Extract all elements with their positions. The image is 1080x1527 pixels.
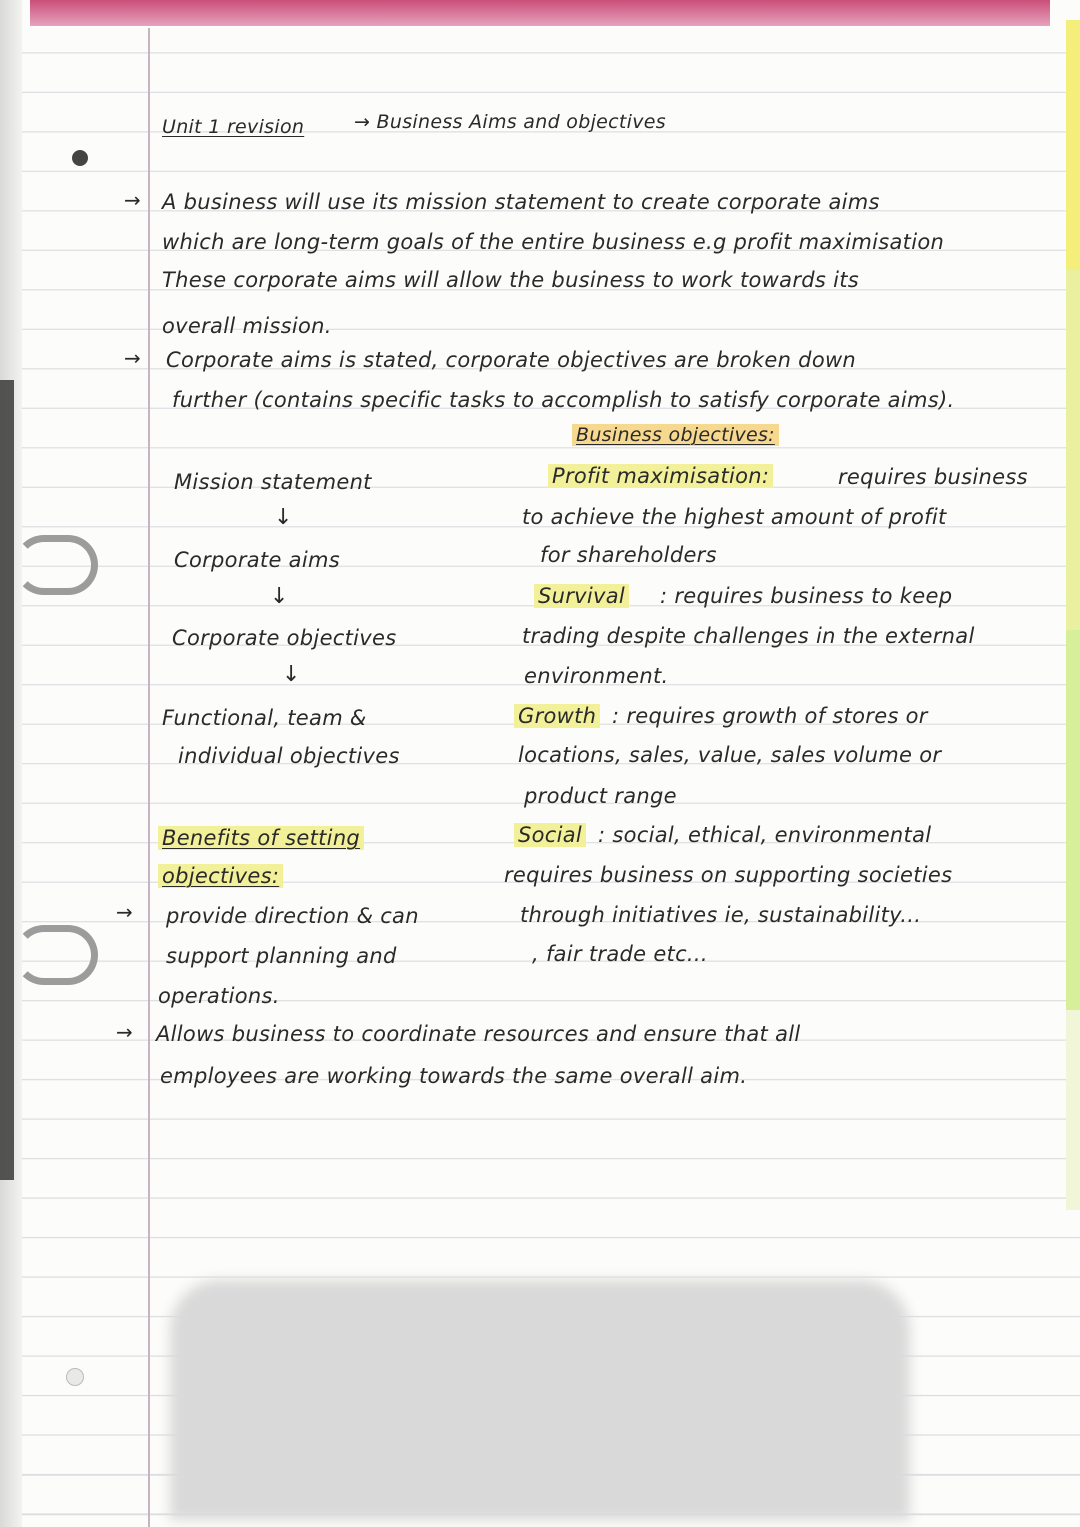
hierarchy-item: Corporate aims [174, 548, 340, 572]
margin-line [148, 28, 150, 1527]
benefit-text: provide direction & can [166, 904, 419, 928]
tab-yellow-green [1066, 270, 1080, 630]
objective-text: : social, ethical, environmental [598, 823, 932, 847]
business-objectives-heading [572, 424, 779, 446]
hierarchy-item: Mission statement [174, 470, 372, 494]
corporate-line: further (contains specific tasks to accomplish to satisfy corporate aims). [172, 388, 955, 412]
objective-text: locations, sales, value, sales volume or [518, 743, 942, 767]
objective-text: trading despite challenges in the external [522, 624, 975, 648]
bullet-arrow-icon: → [124, 188, 141, 212]
objective-text: requires business on supporting societies [504, 863, 953, 887]
punch-hole [66, 1368, 84, 1386]
binder-ring [14, 535, 98, 595]
hierarchy-item: Functional, team & [162, 706, 367, 730]
photo-glare [170, 1280, 910, 1520]
hierarchy-item: Corporate objectives [172, 626, 397, 650]
objective-text: requires business [838, 465, 1028, 489]
objective-text: product range [524, 784, 677, 808]
benefits-heading: objectives: [158, 864, 283, 888]
intro-line: These corporate aims will allow the business to work towards its [162, 268, 860, 292]
benefit-text: operations. [158, 984, 280, 1008]
benefit-text: support planning and [166, 944, 397, 968]
objective-text: : requires business to keep [660, 584, 953, 608]
objective-text: through initiatives ie, sustainability... [520, 903, 922, 927]
benefit-text: Allows business to coordinate resources and ensure that all [156, 1022, 801, 1046]
down-arrow-icon: ↓ [274, 505, 293, 530]
topic-title: → Business Aims and objectives [354, 111, 666, 133]
hierarchy-item: individual objectives [178, 744, 400, 768]
objective-term: Survival [534, 584, 629, 608]
binder-ring [14, 925, 98, 985]
intro-line: A business will use its mission statement to create corporate aims [162, 190, 880, 214]
binder-shadow [0, 380, 14, 1180]
unit-title: Unit 1 revision [162, 116, 305, 138]
objective-term: Growth [514, 704, 600, 728]
objective-term: Profit maximisation: [548, 464, 773, 488]
bullet-arrow-icon: → [124, 346, 141, 370]
benefits-heading: Benefits of setting [158, 826, 364, 850]
corporate-line: Corporate aims is stated, corporate objectives are broken down [166, 348, 857, 372]
tab-yellow [1066, 20, 1080, 270]
objective-text: to achieve the highest amount of profit [522, 505, 947, 529]
heading-text: Business objectives: [572, 424, 779, 446]
objective-text: : requires growth of stores or [612, 704, 928, 728]
objective-text: environment. [524, 664, 669, 688]
binder-cover-edge [30, 0, 1050, 26]
benefit-text: employees are working towards the same overall aim. [160, 1064, 748, 1088]
tab-pale [1066, 1010, 1080, 1210]
intro-line: which are long-term goals of the entire business e.g profit maximisation [162, 230, 945, 254]
down-arrow-icon: ↓ [270, 584, 289, 609]
bullet-arrow-icon: → [116, 1020, 133, 1044]
intro-line: overall mission. [162, 314, 332, 338]
tab-green [1066, 630, 1080, 1010]
bullet-arrow-icon: → [116, 900, 133, 924]
objective-text: , fair trade etc... [532, 942, 708, 966]
down-arrow-icon: ↓ [282, 662, 301, 687]
objective-text: for shareholders [540, 543, 717, 567]
objective-term: Social [514, 823, 586, 847]
punch-hole [72, 150, 88, 166]
divider-tabs [1066, 10, 1080, 1210]
